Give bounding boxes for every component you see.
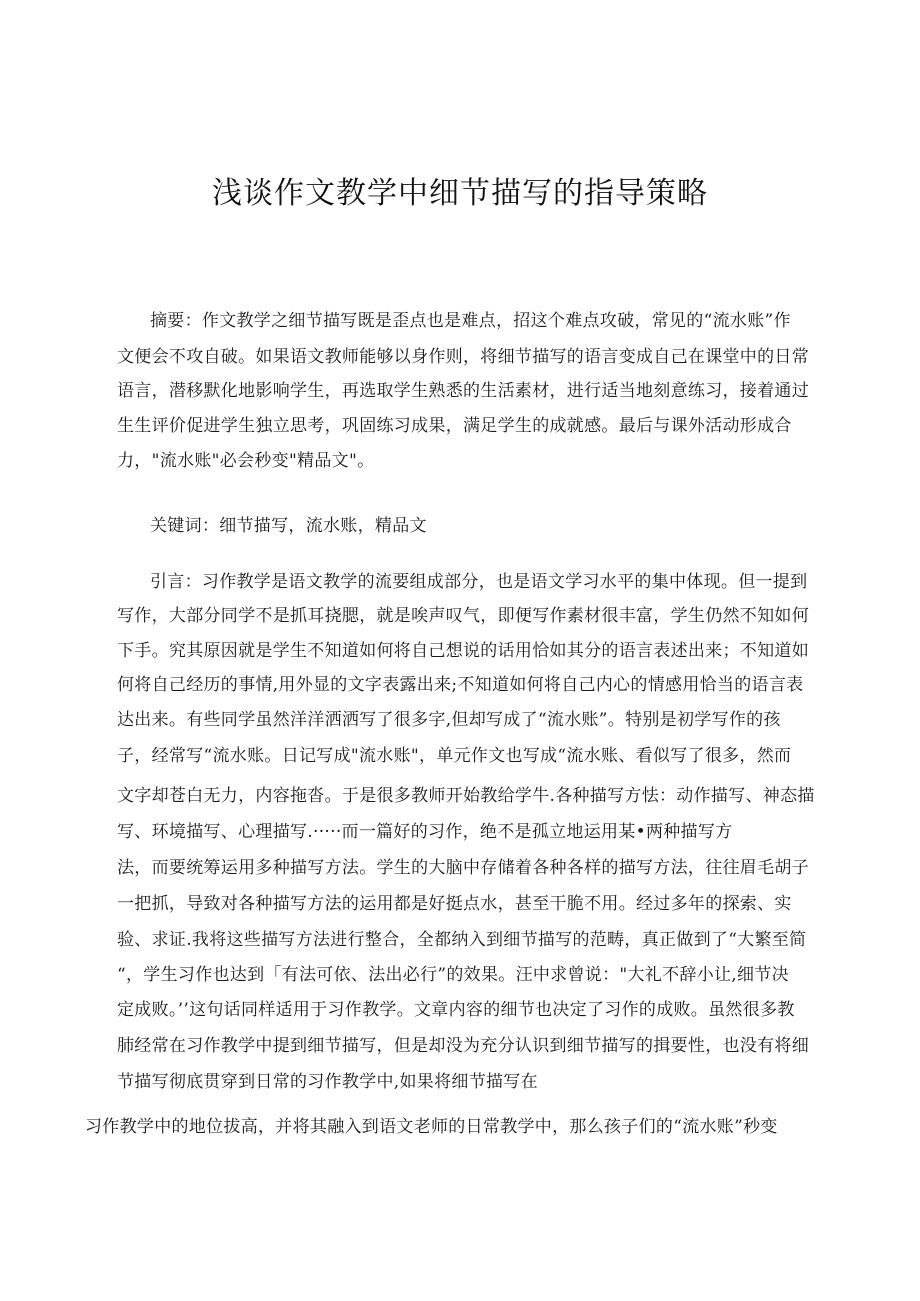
intro-line: 何将自己经历的事情,用外显的文字表露出来;不知道如何将自己内心的情感用恰当的语言表	[117, 675, 804, 695]
document-title: 浅谈作文教学中细节描写的指导策略	[212, 176, 708, 211]
intro-line: 引言：习作教学是语文教学的流要组成部分，也是语文学习水平的集中体现。但一提到	[150, 572, 808, 592]
intro-line: 定成败。’’这句话同样适用于习作教学。文章内容的细节也决定了习作的成败。虽然很多教	[117, 1000, 795, 1020]
intro-line: 文字却苍白无力，内容拖沓。于是很多教师开始教给学牛.各种描写方怯：动作描写、神态描	[117, 786, 815, 806]
intro-line: 写作，大部分同学不是抓耳挠腮，就是唉声叹气，即便写作素材很丰富，学生仍然不知如何	[117, 606, 809, 626]
abstract-line: 语言，潜移默化地影响学生，再选取学生熟悉的生活素材，进行适当地刻意练习，接着通过	[117, 381, 809, 401]
intro-line: 写、环境描写、心理描写.·····而一篇好的习作，绝不是孤立地运用某•两种描写方	[117, 822, 733, 842]
intro-line: 肺经常在习作教学中提到细节描写，但是却没为充分认识到细节描写的揖要性，也没有将细	[117, 1036, 809, 1056]
intro-line: 子，经常写“流水账。日记写成"流水账"，单元作文也写成“流水账、看似写了很多，然而	[117, 746, 792, 766]
intro-line: 一把抓，导致对各种描写方法的运用都是好挺点水，甚至干脆不用。经过多年的探索、实	[117, 894, 792, 914]
abstract-line: 摘要：作文教学之细节描写既是歪点也是难点，招这个难点攻破，常见的“流水账”作	[150, 311, 791, 331]
intro-line: “，学生习作也达到「有法可依、法出必行”的效果。汪中求曾说："大礼不辞小让,细节决	[117, 965, 789, 985]
keywords-line: 关键词：细节描写，流水账，精品文	[150, 516, 427, 536]
intro-line: 法，而要统筹运用多种描写方法。学生的大脑中存储着各种各样的描写方法，往往眉毛胡子	[117, 858, 809, 878]
abstract-line: 生生评价促进学生独立思考，巩固练习成果，满足学生的成就感。最后与课外活动形成合	[117, 416, 792, 436]
intro-line: 节描写彻底贯穿到日常的习作教学中,如果将细节描写在	[117, 1072, 538, 1092]
abstract-line: 文便会不攻自破。如果语文教师能够以身作则，将细节描写的语言变成自己在课堂中的日常	[117, 347, 809, 367]
intro-line: 下手。究其原因就是学生不知道如何将自己想说的话用恰如其分的语言表述出来；不知道如	[117, 641, 809, 661]
continuation-line: 习作教学中的地位拔高，并将其融入到语文老师的日常教学中，那么孩子们的“流水账”秒变	[85, 1117, 778, 1137]
intro-line: 达出来。有些同学虽然洋洋洒洒写了很多字,但却写成了“流水账”。特别是初学写作的孩	[117, 710, 781, 730]
intro-line: 验、求证.我将这些描写方法进行整合，全都纳入到细节描写的范畴，真正做到了“大繁至简	[117, 930, 807, 950]
abstract-line: 力，"流水账"必会秒变"精品文"。	[117, 451, 375, 471]
